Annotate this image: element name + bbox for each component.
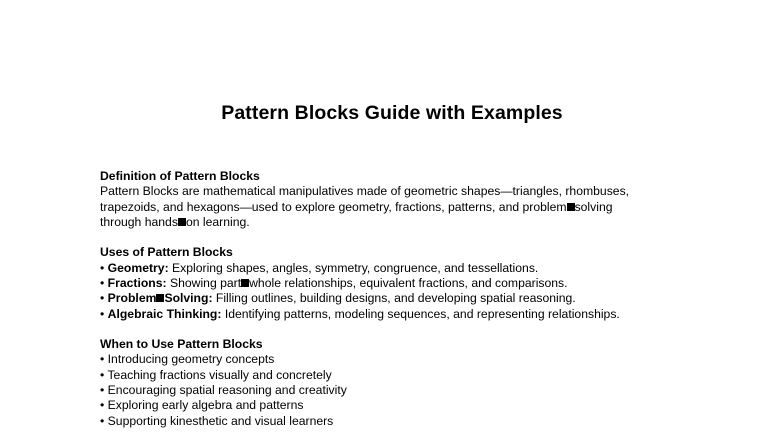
when-item [100,398,720,413]
when-item [100,383,720,398]
bullet: • [100,260,105,275]
definition-line-2-text-a: trapezoids, and hexagons—used to explore geometry, fractions, patterns, and problem [100,199,567,214]
when-list [100,352,720,429]
bullet: • [100,413,105,428]
document-body [100,169,720,444]
when-item [100,352,720,367]
uses-description: Identifying patterns, modeling sequences, and representing relationships. [221,306,620,321]
definition-line-3-text-a: through hands [100,215,178,230]
uses-item-fractions [100,276,720,291]
uses-term-a: Problem [107,291,157,306]
definition-line-3-text-b: on learning. [185,215,250,230]
when-section [100,337,720,429]
bullet: • [100,306,105,321]
bullet: • [100,276,105,291]
uses-item-problem-solving [100,291,720,306]
uses-term-b: Solving: [164,291,213,306]
bullet: • [100,352,105,367]
definition-line-1 [100,184,720,199]
uses-description-a: Showing part [166,276,242,291]
definition-section [100,169,720,231]
uses-heading: Uses of Pattern Blocks [100,245,233,260]
definition-line-1-text: Pattern Blocks are mathematical manipulatives made of geometric shapes—triangles, rhombuses, [100,184,630,199]
definition-line-2 [100,200,720,215]
bullet: • [100,291,105,306]
when-heading: When to Use Pattern Blocks [100,336,263,351]
uses-item-algebraic-thinking [100,307,720,322]
uses-term: Algebraic Thinking: [107,306,222,321]
uses-section [100,245,720,322]
definition-line-3 [100,215,720,230]
uses-description-b: whole relationships, equivalent fractions, and comparisons. [249,276,568,291]
bullet: • [100,383,105,398]
missing-glyph-square-icon [178,218,186,226]
bullet: • [100,367,105,382]
when-item [100,368,720,383]
uses-term: Fractions: [107,276,167,291]
uses-list [100,261,720,323]
definition-heading: Definition of Pattern Blocks [100,169,260,183]
uses-term: Geometry: [107,260,169,275]
when-item-text: Supporting kinesthetic and visual learners [107,413,334,428]
page-title: Pattern Blocks Guide with Examples [221,102,563,124]
when-item-text: Introducing geometry concepts [107,352,275,367]
when-item-text: Encouraging spatial reasoning and creativity [107,383,347,398]
when-item-text: Teaching fractions visually and concretely [107,367,332,382]
definition-line-2-text-b: solving [574,199,613,214]
bullet: • [100,398,105,413]
uses-description: Exploring shapes, angles, symmetry, congruence, and tessellations. [168,260,539,275]
when-item-text: Exploring early algebra and patterns [107,398,304,413]
uses-item-geometry [100,261,720,276]
missing-glyph-square-icon [567,203,575,211]
when-item [100,414,720,429]
uses-description: Filling outlines, building designs, and developing spatial reasoning. [212,291,576,306]
missing-glyph-square-icon [241,279,249,287]
